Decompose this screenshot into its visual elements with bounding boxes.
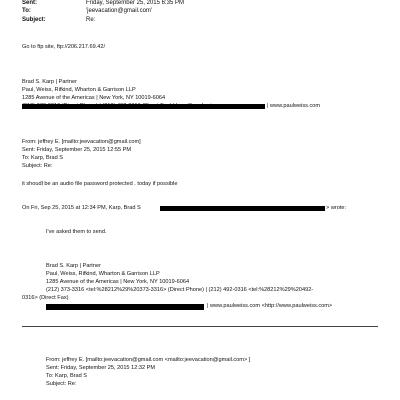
quote-subject: Subject: Re:: [46, 381, 77, 387]
quote-reply-body: I've asked them to send.: [46, 229, 107, 235]
to-label: To:: [22, 8, 31, 14]
quote-sent: Sent: Friday, September 25, 2015 12:55 PM: [22, 147, 132, 153]
signature-website: | www.paulweiss.com: [267, 103, 321, 109]
subject-label: Subject:: [22, 17, 46, 23]
quote-to: To: Karp, Brad S: [22, 155, 64, 161]
signature-firm: Paul, Weiss, Rifkind, Wharton & Garrison LLP: [22, 87, 136, 93]
sent-value: Friday, September 25, 2015 6:35 PM: [86, 0, 184, 6]
quote-to: To: Karp, Brad S: [46, 373, 88, 379]
sent-label: Sent:: [22, 0, 37, 6]
redaction-bar: [160, 206, 325, 211]
quote-from: From: jeffrey E. [mailto:jeevacation@gmail.com]: [22, 139, 141, 145]
signature-fax: 0316> (Direct Fax): [22, 295, 69, 301]
quote-on-wrote-suffix: > wrote:: [326, 205, 347, 211]
quote-body: it shoudl be an audio file password protected . today if possible: [22, 181, 178, 187]
quote-from: From: jeffrey E. [mailto:jeevacation@gmail.com <mailto:jeevacation@gmail.com> ]: [46, 357, 251, 363]
redaction-bar: [22, 104, 265, 109]
signature-phone: (212) 373-3316 <tel:%28212%29%20373-3316> (Direct Phone) | (212) 492-0316 <tel:%28212%29%20492-: [46, 287, 314, 293]
message-body: Go to ftp site, ftp://206.217.69.42/: [22, 44, 106, 50]
signature-name: Brad S. Karp | Partner: [22, 79, 77, 85]
quote-subject: Subject: Re:: [22, 163, 53, 169]
divider: [22, 326, 378, 327]
quote-on-wrote-prefix: On Fri, Sep 25, 2015 at 12:34 PM, Karp, Brad S: [22, 205, 141, 211]
redaction-bar: [46, 304, 204, 310]
signature-address: 1285 Avenue of the Americas | New York, NY 10019-6064: [46, 279, 190, 285]
signature-firm: Paul, Weiss, Rifkind, Wharton & Garrison LLP: [46, 271, 160, 277]
subject-value: Re:: [86, 17, 96, 23]
signature-name: Brad S. Karp | Partner: [46, 263, 101, 269]
signature-address: 1285 Avenue of the Americas | New York, NY 10019-6064: [22, 95, 166, 101]
quote-sent: Sent: Friday, September 25, 2015 12:32 PM: [46, 365, 156, 371]
to-value: 'jeevacation@gmail.com': [86, 8, 153, 14]
signature-website: | www.paulweiss.com <http://www.paulweiss.com>: [207, 303, 333, 309]
